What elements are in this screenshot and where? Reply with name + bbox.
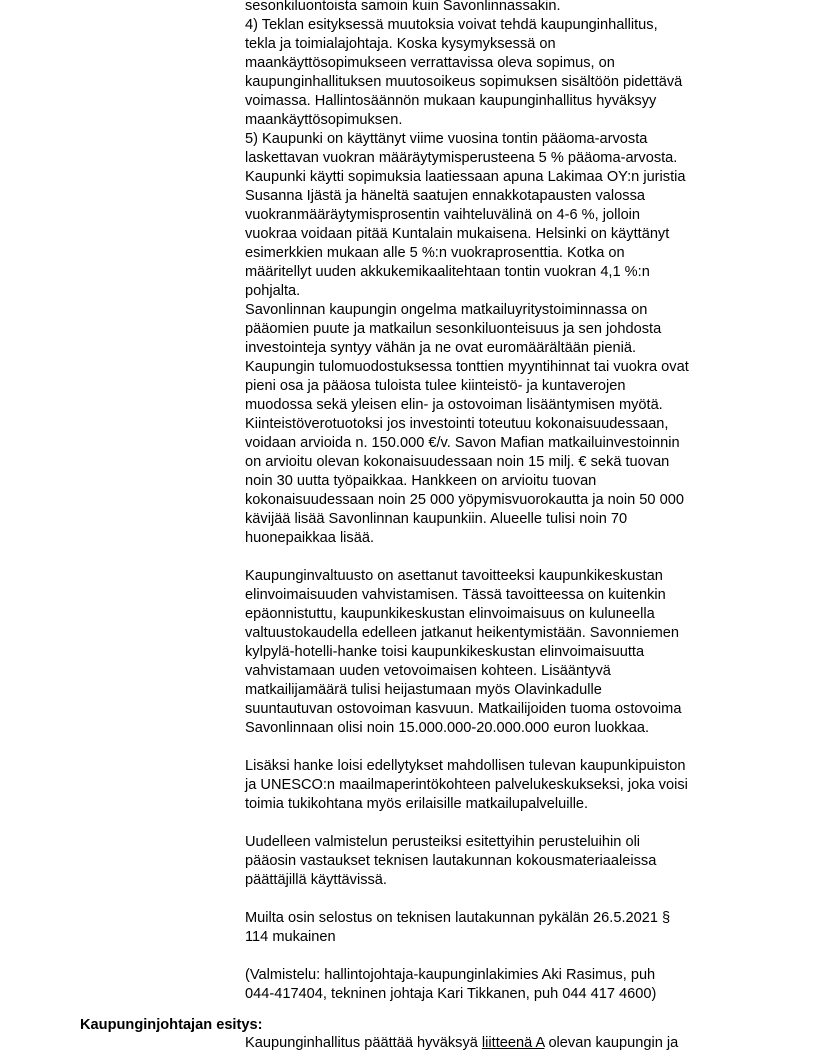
- text-line: on arvioitu olevan kokonaisuudessaan noin 15 milj. € sekä tuovan: [245, 454, 670, 470]
- paragraph-gap: [245, 738, 740, 757]
- text-line: maankäyttösopimuksen.: [245, 112, 403, 128]
- text-line: kaupunginhallituksen muutosoikeus sopimuksen sisältöön pidettävä: [245, 74, 683, 90]
- body-paragraph: [245, 909, 740, 947]
- proposal-text: [245, 1034, 678, 1053]
- text-line: Uudelleen valmistelun perusteiksi esitettyihin perusteluihin oli: [245, 834, 641, 850]
- text-line: 044-417404, tekninen johtaja Kari Tikkanen, puh 044 417 4600): [245, 986, 657, 1002]
- text-line: Kiinteistöverotuotoksi jos investointi toteutuu kokonaisuudessaan,: [245, 416, 669, 432]
- text-line: noin 30 uutta työpaikkaa. Hankkeen on arvioitu tuovan: [245, 473, 597, 489]
- text-line: 5) Kaupunki on käyttänyt viime vuosina tontin pääoma-arvosta: [245, 131, 648, 147]
- text-line: kävijää lisää Savonlinnan kaupunkiin. Alueelle tulisi noin 70: [245, 511, 628, 527]
- text-line: suuntautuvan ostovoiman kasvuun. Matkailijoiden tuoma ostovoima: [245, 701, 682, 717]
- text-line: 114 mukainen: [245, 929, 336, 945]
- paragraph-gap: [245, 814, 740, 833]
- text-line: kylpylä-hotelli-hanke toisi kaupunkikeskustan elinvoimaisuutta: [245, 644, 645, 660]
- text-line: Lisäksi hanke loisi edellytykset mahdollisen tulevan kaupunkipuiston: [245, 758, 686, 774]
- text-line: vuokraa voidaan pitää Kuntalain mukaisena. Helsinki on käyttänyt: [245, 226, 670, 242]
- text-line: sesonkiluontoista samoin kuin Savonlinnassakin.: [245, 0, 561, 14]
- text-line: päättäjillä käyttävissä.: [245, 872, 387, 888]
- text-line: määritellyt uuden akkukemikaalitehtaan tontin vuokran 4,1 %:n: [245, 264, 650, 280]
- text-line: vuokranmääräytymisprosentin vaihteluvälinä on 4-6 %, jolloin: [245, 207, 641, 223]
- text-line: investointeja syntyy vähän ja ne ovat euromäärältään pieniä.: [245, 340, 637, 356]
- paragraph-gap: [245, 890, 740, 909]
- text-line: epäonnistuttu, kaupunkikeskustan elinvoimaisuus on kuluneella: [245, 606, 655, 622]
- text-line: pohjalta.: [245, 283, 301, 299]
- text-line: Susanna Ijästä ja häneltä saatujen ennakkotapausten valossa: [245, 188, 645, 204]
- attachment-a-link[interactable]: liitteenä A: [481, 1035, 545, 1051]
- text-line: Muilta osin selostus on teknisen lautakunnan pykälän 26.5.2021 §: [245, 910, 671, 926]
- text-line: maankäyttösopimukseen verrattavissa oleva sopimus, on: [245, 55, 615, 71]
- text-line: Kaupunginvaltuusto on asettanut tavoitteeksi kaupunkikeskustan: [245, 568, 663, 584]
- proposal-heading: Kaupunginjohtajan esitys:: [80, 1017, 263, 1033]
- text-line: kokonaisuudessaan noin 25 000 yöpymisvuorokautta ja noin 50 000: [245, 492, 684, 508]
- text-line: 4) Teklan esityksessä muutoksia voivat tehdä kaupunginhallitus,: [245, 17, 658, 33]
- text-line: ja UNESCO:n maailmaperintökohteen palvelukeskukseksi, joka voisi: [245, 777, 688, 793]
- body-paragraph: [245, 966, 740, 1004]
- text-line: toimia tukikohtana myös erilaisille matkailupalveluille.: [245, 796, 589, 812]
- paragraph-gap: [245, 548, 740, 567]
- text-line: matkailijamäärä tulisi heijastumaan myös Olavinkadulle: [245, 682, 602, 698]
- proposal-text-before: Kaupunginhallitus päättää hyväksyä: [245, 1035, 482, 1051]
- text-line: Kaupunki käytti sopimuksia laatiessaan apuna Lakimaa OY:n juristia: [245, 169, 686, 185]
- text-line: valtuustokaudella edelleen jatkanut heikentymistään. Savonniemen: [245, 625, 680, 641]
- text-line: esimerkkien mukaan alle 5 %:n vuokraprosenttia. Kotka on: [245, 245, 625, 261]
- text-line: Savonlinnan kaupungin ongelma matkailuyritystoiminnassa on: [245, 302, 648, 318]
- document-body: [245, 0, 740, 1004]
- text-line: muodossa sekä yleisen elin- ja ostovoiman lisääntymisen myötä.: [245, 397, 663, 413]
- text-line: Savonlinnaan olisi noin 15.000.000-20.000.000 euron luokkaa.: [245, 720, 650, 736]
- text-line: voidaan arvioida n. 150.000 €/v. Savon Mafian matkailuinvestoinnin: [245, 435, 680, 451]
- text-line: tekla ja toimialajohtaja. Koska kysymyksessä on: [245, 36, 556, 52]
- body-paragraph: [245, 833, 740, 890]
- paragraph-gap: [245, 947, 740, 966]
- body-paragraph: [245, 0, 740, 548]
- text-line: laskettavan vuokran määräytymisperusteena 5 % pääoma-arvosta.: [245, 150, 678, 166]
- text-line: pääosin vastaukset teknisen lautakunnan kokousmateriaaleissa: [245, 853, 657, 869]
- text-line: vahvistamaan uuden vetovoimaisen kohteen. Lisääntyvä: [245, 663, 611, 679]
- body-paragraph: [245, 757, 740, 814]
- text-line: huonepaikkaa lisää.: [245, 530, 375, 546]
- proposal-text-after: olevan kaupungin ja: [544, 1035, 679, 1051]
- text-line: (Valmistelu: hallintojohtaja-kaupunginlakimies Aki Rasimus, puh: [245, 967, 656, 983]
- text-line: Kaupungin tulomuodostuksessa tonttien myyntihinnat tai vuokra ovat: [245, 359, 689, 375]
- text-line: voimassa. Hallintosäännön mukaan kaupunginhallitus hyväksyy: [245, 93, 657, 109]
- body-paragraph: [245, 567, 740, 738]
- text-line: pääomien puute ja matkailun sesonkiluonteisuus ja sen johdosta: [245, 321, 662, 337]
- text-line: pieni osa ja pääosa tuloista tulee kiinteistö- ja kuntaverojen: [245, 378, 626, 394]
- text-line: elinvoimaisuuden vahvistamisen. Tässä tavoitteessa on kuitenkin: [245, 587, 666, 603]
